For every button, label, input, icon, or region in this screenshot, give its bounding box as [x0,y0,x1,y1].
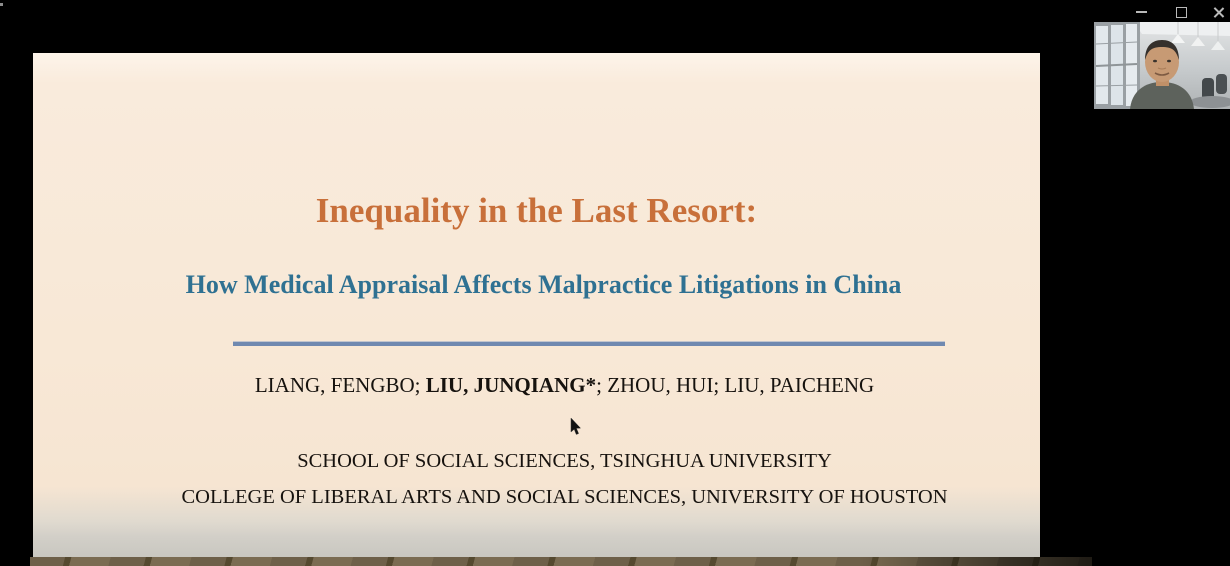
screen-artifact-dot [0,3,3,6]
slide-divider-line [233,342,945,346]
presentation-slide [33,53,1040,557]
background-floor-strip [30,557,1092,566]
slide-title: Inequality in the Last Resort: [315,191,758,230]
minimize-dash-icon [1136,11,1147,13]
slide-affiliation-1: SCHOOL OF SOCIAL SCIENCES, TSINGHUA UNIVERSITY [297,450,832,472]
author-segment: ; ZHOU, HUI; LIU, PAICHENG [596,373,875,397]
presenter-webcam-video[interactable] [1094,22,1230,109]
close-button[interactable] [1206,2,1230,22]
mouse-cursor [570,418,582,441]
author-segment: LIANG, FENGBO; [254,373,426,397]
restore-square-icon [1176,7,1187,18]
close-x-icon [1213,6,1225,18]
maximize-button[interactable] [1168,2,1194,22]
author-highlighted: LIU, JUNQIANG* [425,373,597,397]
slide-authors [89,371,1040,399]
slide-subtitle: How Medical Appraisal Affects Malpractice Litigations in China [185,270,902,299]
minimize-button[interactable] [1128,2,1154,22]
slide-affiliation-2: COLLEGE OF LIBERAL ARTS AND SOCIAL SCIENCES, UNIVERSITY OF HOUSTON [181,486,948,508]
webcam-scene [1094,22,1230,109]
